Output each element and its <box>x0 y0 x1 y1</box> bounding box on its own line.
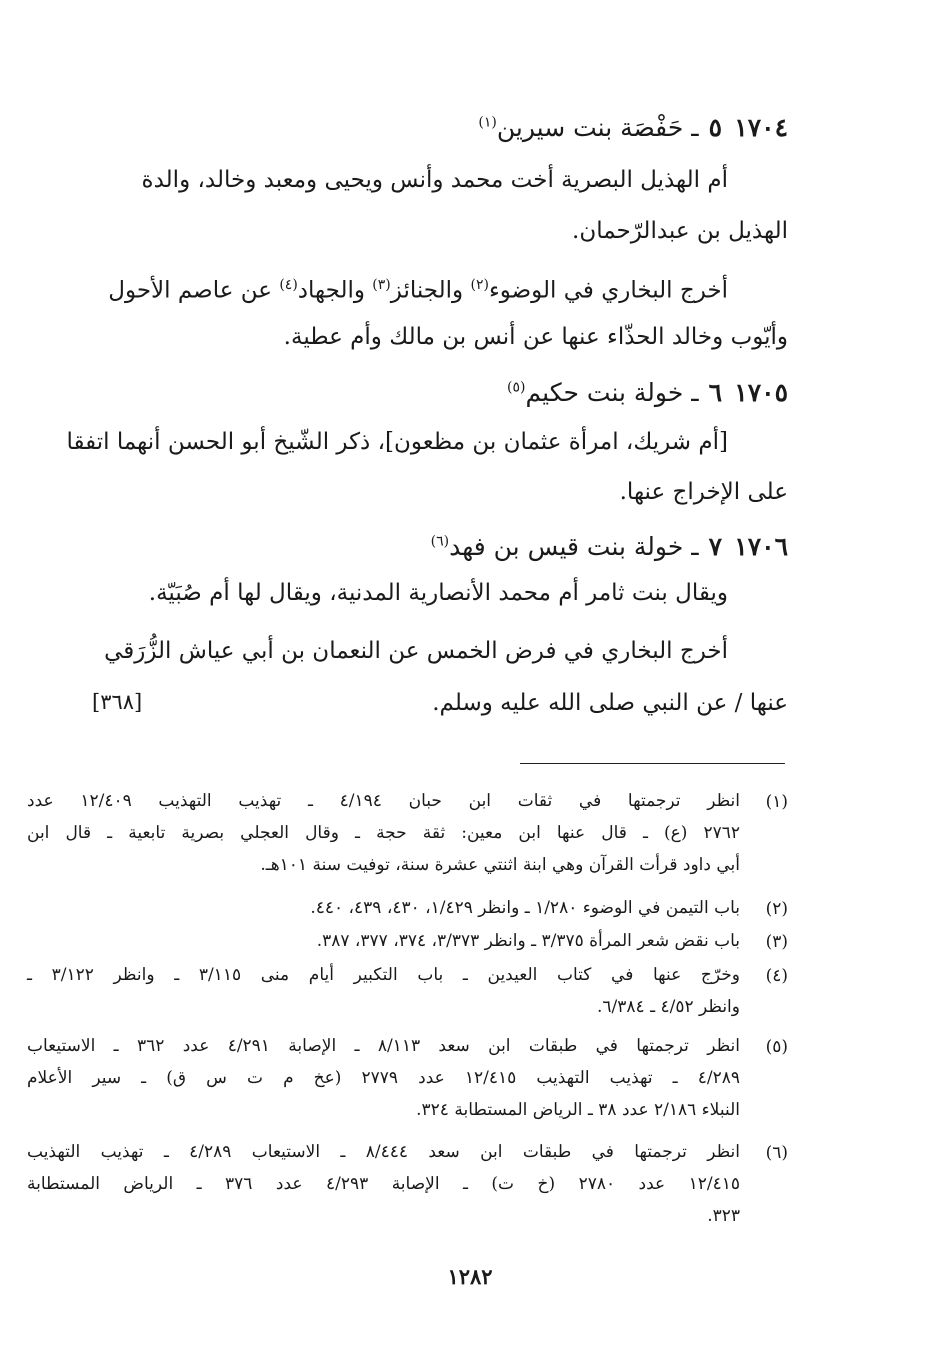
footnote-ref: (٦) <box>430 533 450 550</box>
text-run: والجنائز <box>390 277 471 304</box>
entry-ordinal: ٥ <box>708 113 722 142</box>
footnote-number: (١) <box>765 792 788 812</box>
entry-number: ١٧٠٦ <box>734 532 788 561</box>
entry-heading <box>431 532 788 561</box>
page-number: ١٢٨٢ <box>447 1264 493 1289</box>
body-line: أخرج البخاري في فرض الخمس عن النعمان بن أبي عياش الزُّرَقي <box>104 638 728 664</box>
body-line <box>108 270 728 306</box>
footnote-line: ٣٢٣. <box>707 1206 740 1226</box>
entry-name: ـ حَفْصَة بنت سيرين <box>496 113 699 142</box>
footnote-ref: (٢) <box>470 277 489 293</box>
footnote-number: (٣) <box>765 932 788 952</box>
footnote-ref: (١) <box>478 114 497 131</box>
footnote-ref: (٣) <box>372 277 391 293</box>
footnote-separator <box>520 763 785 764</box>
footnote-number: (٢) <box>765 899 788 919</box>
text-run: أخرج البخاري في الوضوء <box>488 277 728 304</box>
body-line: أم الهذيل البصرية أخت محمد وأنس ويحيى ومعبد وخالد، والدة <box>141 167 728 193</box>
text-run: والجهاد <box>297 277 373 304</box>
entry-ordinal: ٧ <box>708 532 722 561</box>
footnote-line: انظر ترجمتها في ثقات ابن حبان ٤/١٩٤ ـ تهذيب التهذيب ١٢/٤٠٩ عدد <box>27 791 740 811</box>
footnote-line: وانظر ٤/٥٢ ـ ٦/٣٨٤. <box>597 997 740 1017</box>
entry-number: ١٧٠٤ <box>734 113 788 142</box>
footnote-number: (٤) <box>765 966 788 986</box>
footnote-line: أبي داود قرأت القرآن وهي ابنة اثنتي عشرة سنة، توفيت سنة ١٠١هـ. <box>260 855 740 875</box>
entry-heading <box>507 378 788 407</box>
body-line: [أم شريك، امرأة عثمان بن مظعون]، ذكر الشّيخ أبو الحسن أنهما اتفقا <box>66 429 728 455</box>
body-line: عنها / عن النبي صلى الله عليه وسلم. <box>432 690 788 716</box>
body-line: الهذيل بن عبدالرّحمان. <box>572 218 788 244</box>
footnote-line: ٢٧٦٢ (ع) ـ قال عنها ابن معين: ثقة حجة ـ وقال العجلي بصرية تابعية ـ قال ابن <box>27 823 740 843</box>
entry-number: ١٧٠٥ <box>734 378 788 407</box>
text-run: عن عاصم الأحول <box>108 277 280 304</box>
footnote-line: النبلاء ٢/١٨٦ عدد ٣٨ ـ الرياض المستطابة ٣٢٤. <box>416 1100 740 1120</box>
footnote-line: وخرّج عنها في كتاب العيدين ـ باب التكبير أيام منى ٣/١١٥ ـ وانظر ٣/١٢٢ ـ <box>27 965 741 985</box>
footnote-ref: (٤) <box>279 277 298 293</box>
footnote-line: انظر ترجمتها في طبقات ابن سعد ٨/١١٣ ـ الإصابة ٤/٢٩١ عدد ٣٦٢ ـ الاستيعاب <box>27 1036 740 1056</box>
footnote-ref: (٥) <box>507 379 526 396</box>
footnote-line: انظر ترجمتها في طبقات ابن سعد ٨/٤٤٤ ـ الاستيعاب ٤/٢٨٩ ـ تهذيب التهذيب <box>27 1142 740 1162</box>
margin-page-marker: [٣٦٨] <box>92 690 143 714</box>
entry-ordinal: ٦ <box>708 378 722 407</box>
entry-name: ـ خولة بنت حكيم <box>525 378 699 407</box>
body-line: على الإخراج عنها. <box>619 479 788 505</box>
footnote-number: (٥) <box>765 1037 788 1057</box>
entry-name: ـ خولة بنت قيس بن فهد <box>449 532 699 561</box>
footnote-line: ١٢/٤١٥ عدد ٢٧٨٠ (خ ت) ـ الإصابة ٤/٢٩٣ عدد ٣٧٦ ـ الرياض المستطابة <box>27 1174 741 1194</box>
body-line: وأيّوب وخالد الحذّاء عنها عن أنس بن مالك وأم عطية. <box>283 324 788 350</box>
entry-heading <box>478 113 788 142</box>
footnote-line: ٤/٢٨٩ ـ تهذيب التهذيب ١٢/٤١٥ عدد ٢٧٧٩ (عخ م ت س ق) ـ سير الأعلام <box>27 1068 740 1088</box>
body-line: ويقال بنت ثامر أم محمد الأنصارية المدنية، ويقال لها أم صُبَيّة. <box>148 580 728 606</box>
footnote-number: (٦) <box>765 1143 788 1163</box>
footnote-line: باب نقض شعر المرأة ٣/٣٧٥ ـ وانظر ٣/٣٧٣، ٣٧٤، ٣٧٧، ٣٨٧. <box>316 931 740 951</box>
footnote-line: باب التيمن في الوضوء ١/٢٨٠ ـ وانظر ١/٤٢٩، ٤٣٠، ٤٣٩، ٤٤٠. <box>310 898 740 918</box>
